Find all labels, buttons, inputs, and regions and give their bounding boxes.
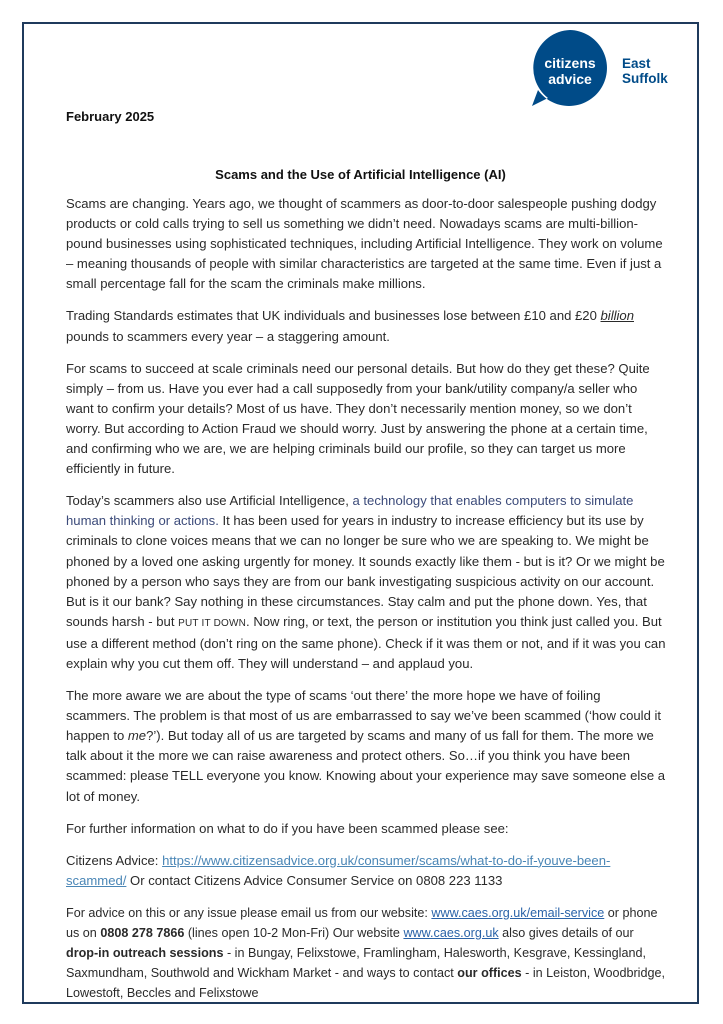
letter-page <box>22 22 699 1004</box>
paragraph-awareness <box>66 686 666 807</box>
logo-text-line1: citizens <box>544 55 596 71</box>
p8-t3: (lines open 10-2 Mon-Fri) Our website <box>184 926 404 940</box>
region-text-line2: Suffolk <box>622 71 668 86</box>
p4-intro: Today’s scammers also use Artificial Intelligence, <box>66 493 349 509</box>
logo-mark <box>530 28 680 110</box>
paragraph-ai <box>66 491 666 674</box>
paragraph-further-info: For further information on what to do if you have been scammed please see: <box>66 820 509 836</box>
logo-text-line2: advice <box>548 71 592 87</box>
p8-t1: For advice on this or any issue please email us from our website: <box>66 905 432 920</box>
p4-caps: PUT IT DOWN <box>178 617 247 629</box>
p7-after: Or contact Citizens Advice Consumer Service on 0808 223 1133 <box>126 872 503 888</box>
paragraph-trading-standards <box>66 306 666 346</box>
p4-definition: a technology that enables computers to simulate human thinking or actions. <box>66 493 634 529</box>
region-text-line1: East <box>622 56 651 71</box>
paragraph-intro: Scams are changing. Years ago, we thought of scammers as door-to-door salespeople pushing dodgy products or cold calls trying to sell us something we didn’t need. Nowadays scams are multi-billion-pound businesses using sophisticated techniques, including Artificial Intelligence. They work on volume – meaning thousands of people with similar characteristics are targeted at the same time. Even if just a small percentage fall for the scam the criminals make millions. <box>66 196 663 292</box>
phone-number: 0808 278 7866 <box>100 926 185 940</box>
paragraph-citizens-advice <box>66 851 666 891</box>
p8-t6: - in Leiston, Woodbridge, Lowestoft, Beccles and Felixstowe <box>66 966 665 1001</box>
email-service-link[interactable]: www.caes.org.uk/email-service <box>431 905 605 920</box>
letter-date: February 2025 <box>66 109 155 124</box>
website-link[interactable]: www.caes.org.uk <box>403 926 499 940</box>
drop-in-sessions: drop-in outreach sessions <box>66 946 224 961</box>
paragraph-personal-details: For scams to succeed at scale criminals need our personal details. But how do they get these? Quite simply – from us. Have you ever had a call supposedly from your bank/utility company/a seller who want to confirm your details? Most of us have. They don’t necessarily mention money, so we don’t worry. But according to Action Fraud we should worry. Just by answering the phone at a certain time, and confirming who we are, we are helping criminals build our profile, so they can target us more efficiently in future. <box>66 360 650 477</box>
p2-after: pounds to scammers every year – a staggering amount. <box>66 328 390 344</box>
p5-after: ?’). But today all of us are targeted by scams and many of us fall for them. The more we talk about it the more we can raise awareness and protect others. So…if you think you have been scammed: please TELL everyone you know. Knowing about your experience may save someone else a lot of money. <box>66 728 666 804</box>
p5-before: The more aware we are about the type of scams ‘out there’ the more hope we have of foiling scammers. The problem is that most of us are embarrassed to say we’ve been scammed (‘how could it happen to <box>66 688 662 744</box>
p2-emphasis: billion <box>600 308 634 324</box>
p2-before: Trading Standards estimates that UK individuals and businesses lose between £10 and £20 <box>66 308 601 324</box>
p4-middle: It has been used for years in industry to increase efficiency but its use by criminals to clone voices means that we can no longer be sure who we are speaking to. We might be phoned by a loved one asking urgently for money. It sounds exactly like them - but is it? Or we might be phoned by a person who says they are from our bank investigating suspicious activity on our account. But is it our bank? Say nothing in these circumstances. Stay calm and put the phone down. Yes, that sounds harsh - but <box>66 513 665 629</box>
article-title: Scams and the Use of Artificial Intelligence (AI) <box>215 167 506 182</box>
citizens-advice-logo <box>530 28 680 110</box>
our-offices: our offices <box>457 966 522 981</box>
p8-t2: or phone us on <box>66 905 658 940</box>
paragraph-contact <box>66 903 666 1003</box>
article-body <box>66 194 666 1015</box>
p7-label: Citizens Advice: <box>66 852 163 868</box>
p8-t5: - in Bungay, Felixstowe, Framlingham, Halesworth, Kesgrave, Kessingland, Saxmundham, Southwold and Wickham Market - and ways to contact <box>66 946 646 981</box>
p4-end: . Now ring, or text, the person or institution you think just called you. But use a different method (don’t ring on the same phone). Check if it was them or not, and if it was you can explain why you cut them off. They will understand – and applaud you. <box>66 613 666 671</box>
citizens-advice-scams-link[interactable]: https://www.citizensadvice.org.uk/consumer/scams/what-to-do-if-youve-been-scammed/ <box>66 852 611 888</box>
p8-t4: also gives details of our <box>498 926 634 940</box>
p5-emphasis: me <box>127 728 147 744</box>
